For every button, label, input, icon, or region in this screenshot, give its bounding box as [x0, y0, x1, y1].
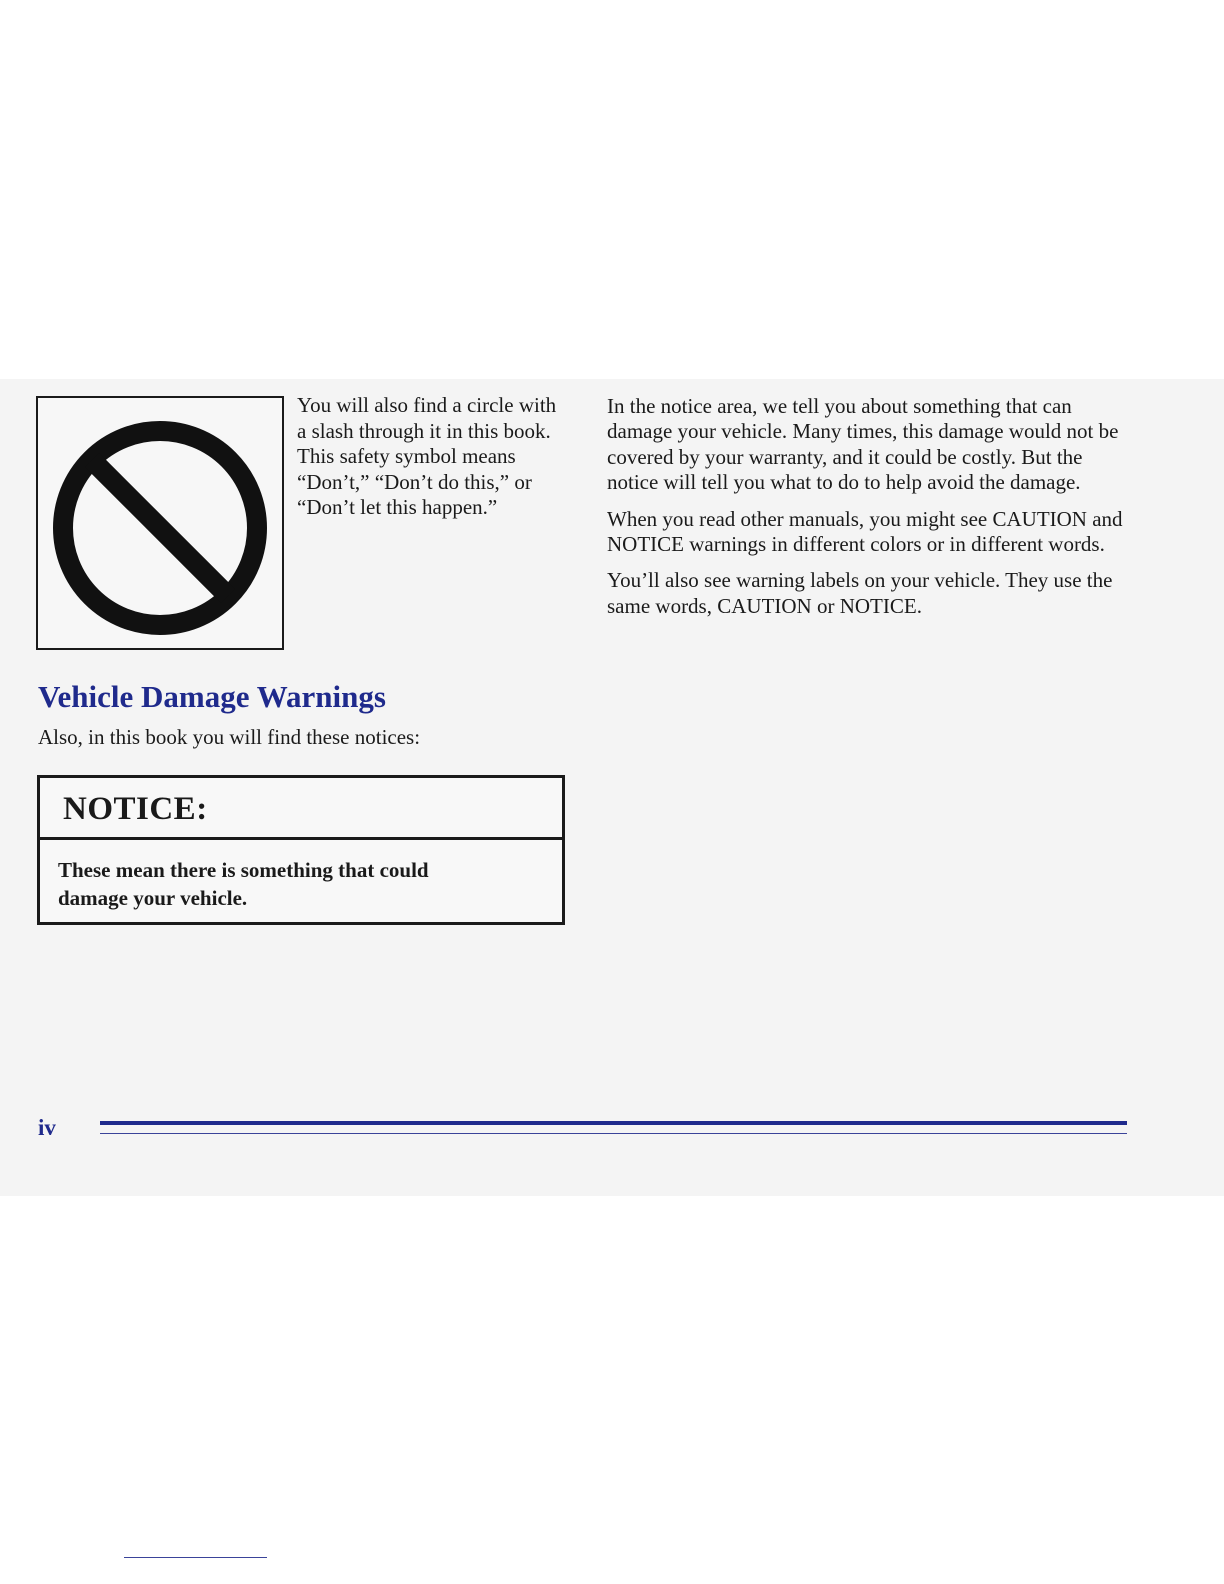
page-number: iv [38, 1115, 56, 1140]
bottom-divider [124, 1557, 267, 1558]
footer-rule-thin [100, 1133, 1127, 1134]
section-heading: Vehicle Damage Warnings [38, 679, 386, 714]
paragraph-warning-labels: You’ll also see warning labels on your vehicle. They use the same words, CAUTION or NOTICE. [607, 568, 1113, 618]
symbol-caption: You will also find a circle with a slash through it in this book. This safety symbol means “Don’t,” “Don’t do this,” or “Don’t let this happen.” [297, 393, 557, 520]
notice-box [37, 775, 565, 925]
section-intro: Also, in this book you will find these notices: [38, 725, 421, 749]
manual-page [0, 379, 1224, 1196]
footer-rule [100, 1121, 1127, 1125]
notice-body: These mean there is something that could damage your vehicle. [58, 858, 429, 910]
right-column [607, 394, 1137, 630]
paragraph-other-manuals: When you read other manuals, you might see CAUTION and NOTICE warnings in different colors or in different words. [607, 506, 1123, 557]
notice-title: NOTICE: [40, 778, 562, 840]
no-symbol-icon [38, 398, 282, 648]
paragraph-notice-area: In the notice area, we tell you about something that can damage your vehicle. Many times, this damage would not be covered by your warranty, and it could be costly. But the notice will tell you what to do to help avoid the damage. [607, 394, 1119, 495]
safety-symbol-frame [36, 396, 284, 650]
